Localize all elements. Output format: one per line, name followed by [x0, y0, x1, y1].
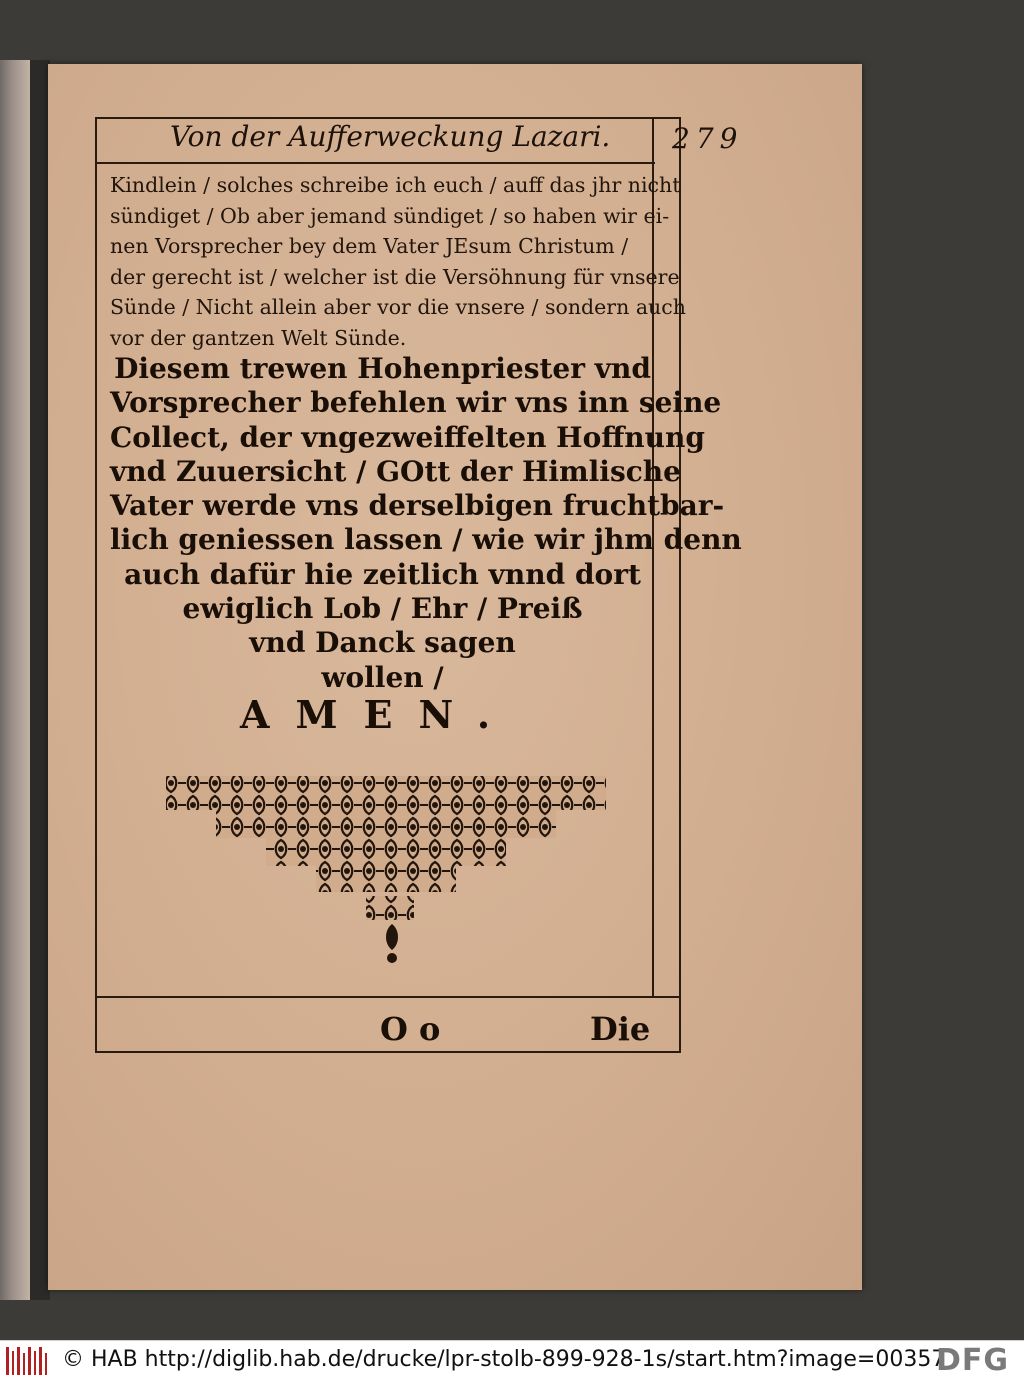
prayer-line: auch dafür hie zeitlich vnnd dort — [124, 557, 641, 591]
body-line: nen Vorsprecher bey dem Vater JEsum Christum / — [110, 234, 629, 258]
prayer-line: Collect, der vngezweiffelten Hoffnung — [110, 420, 705, 454]
running-head: Von der Aufferweckung Lazari. — [170, 120, 611, 153]
page-number: 279 — [672, 122, 744, 155]
attribution-link[interactable]: © HAB http://diglib.hab.de/drucke/lpr-stolb-899-928-1s/start.htm?image=00357 — [62, 1347, 946, 1372]
amen: AMEN. — [240, 692, 517, 737]
hab-barcode-logo — [4, 1345, 50, 1377]
prayer-line: vnd Zuuersicht / GOtt der Himlische — [110, 454, 681, 488]
header-rule — [95, 162, 655, 164]
closing-prayer — [110, 352, 742, 695]
previous-page-edge — [0, 60, 31, 1300]
signature-mark: O o — [380, 1010, 441, 1048]
catchword: Die — [590, 1010, 651, 1048]
body-line: sündiget / Ob aber jemand sündiget / so haben wir ei- — [110, 203, 670, 228]
body-line: Sünde / Nicht allein aber vor die vnsere / sondern auch — [110, 295, 686, 319]
attribution-bar — [0, 1340, 1024, 1380]
dfg-logo: DFG — [936, 1343, 1010, 1378]
prayer-line: Vater werde vns derselbigen fruchtbar- — [110, 489, 725, 523]
prayer-line: wollen / — [321, 660, 444, 694]
body-text — [110, 170, 686, 353]
prayer-line: vnd Danck sagen — [249, 626, 516, 660]
body-line: vor der gantzen Welt Sünde. — [110, 325, 407, 350]
footer-rule — [95, 996, 679, 998]
body-line: Kindlein / solches schreibe ich euch / auff das jhr nicht — [110, 173, 681, 197]
body-line: der gerecht ist / welcher ist die Versöhnung für vnsere — [110, 264, 680, 289]
prayer-line: lich geniessen lassen / wie wir jhm denn — [110, 523, 742, 557]
prayer-line: ewiglich Lob / Ehr / Preiß — [182, 592, 583, 626]
catchwords — [380, 1010, 680, 1060]
scan-gutter — [30, 60, 50, 1300]
prayer-line: Vorsprecher befehlen wir vns inn seine — [110, 386, 722, 420]
tailpiece-ornament — [160, 772, 610, 972]
prayer-line: Diesem trewen Hohenpriester vnd — [114, 352, 651, 385]
